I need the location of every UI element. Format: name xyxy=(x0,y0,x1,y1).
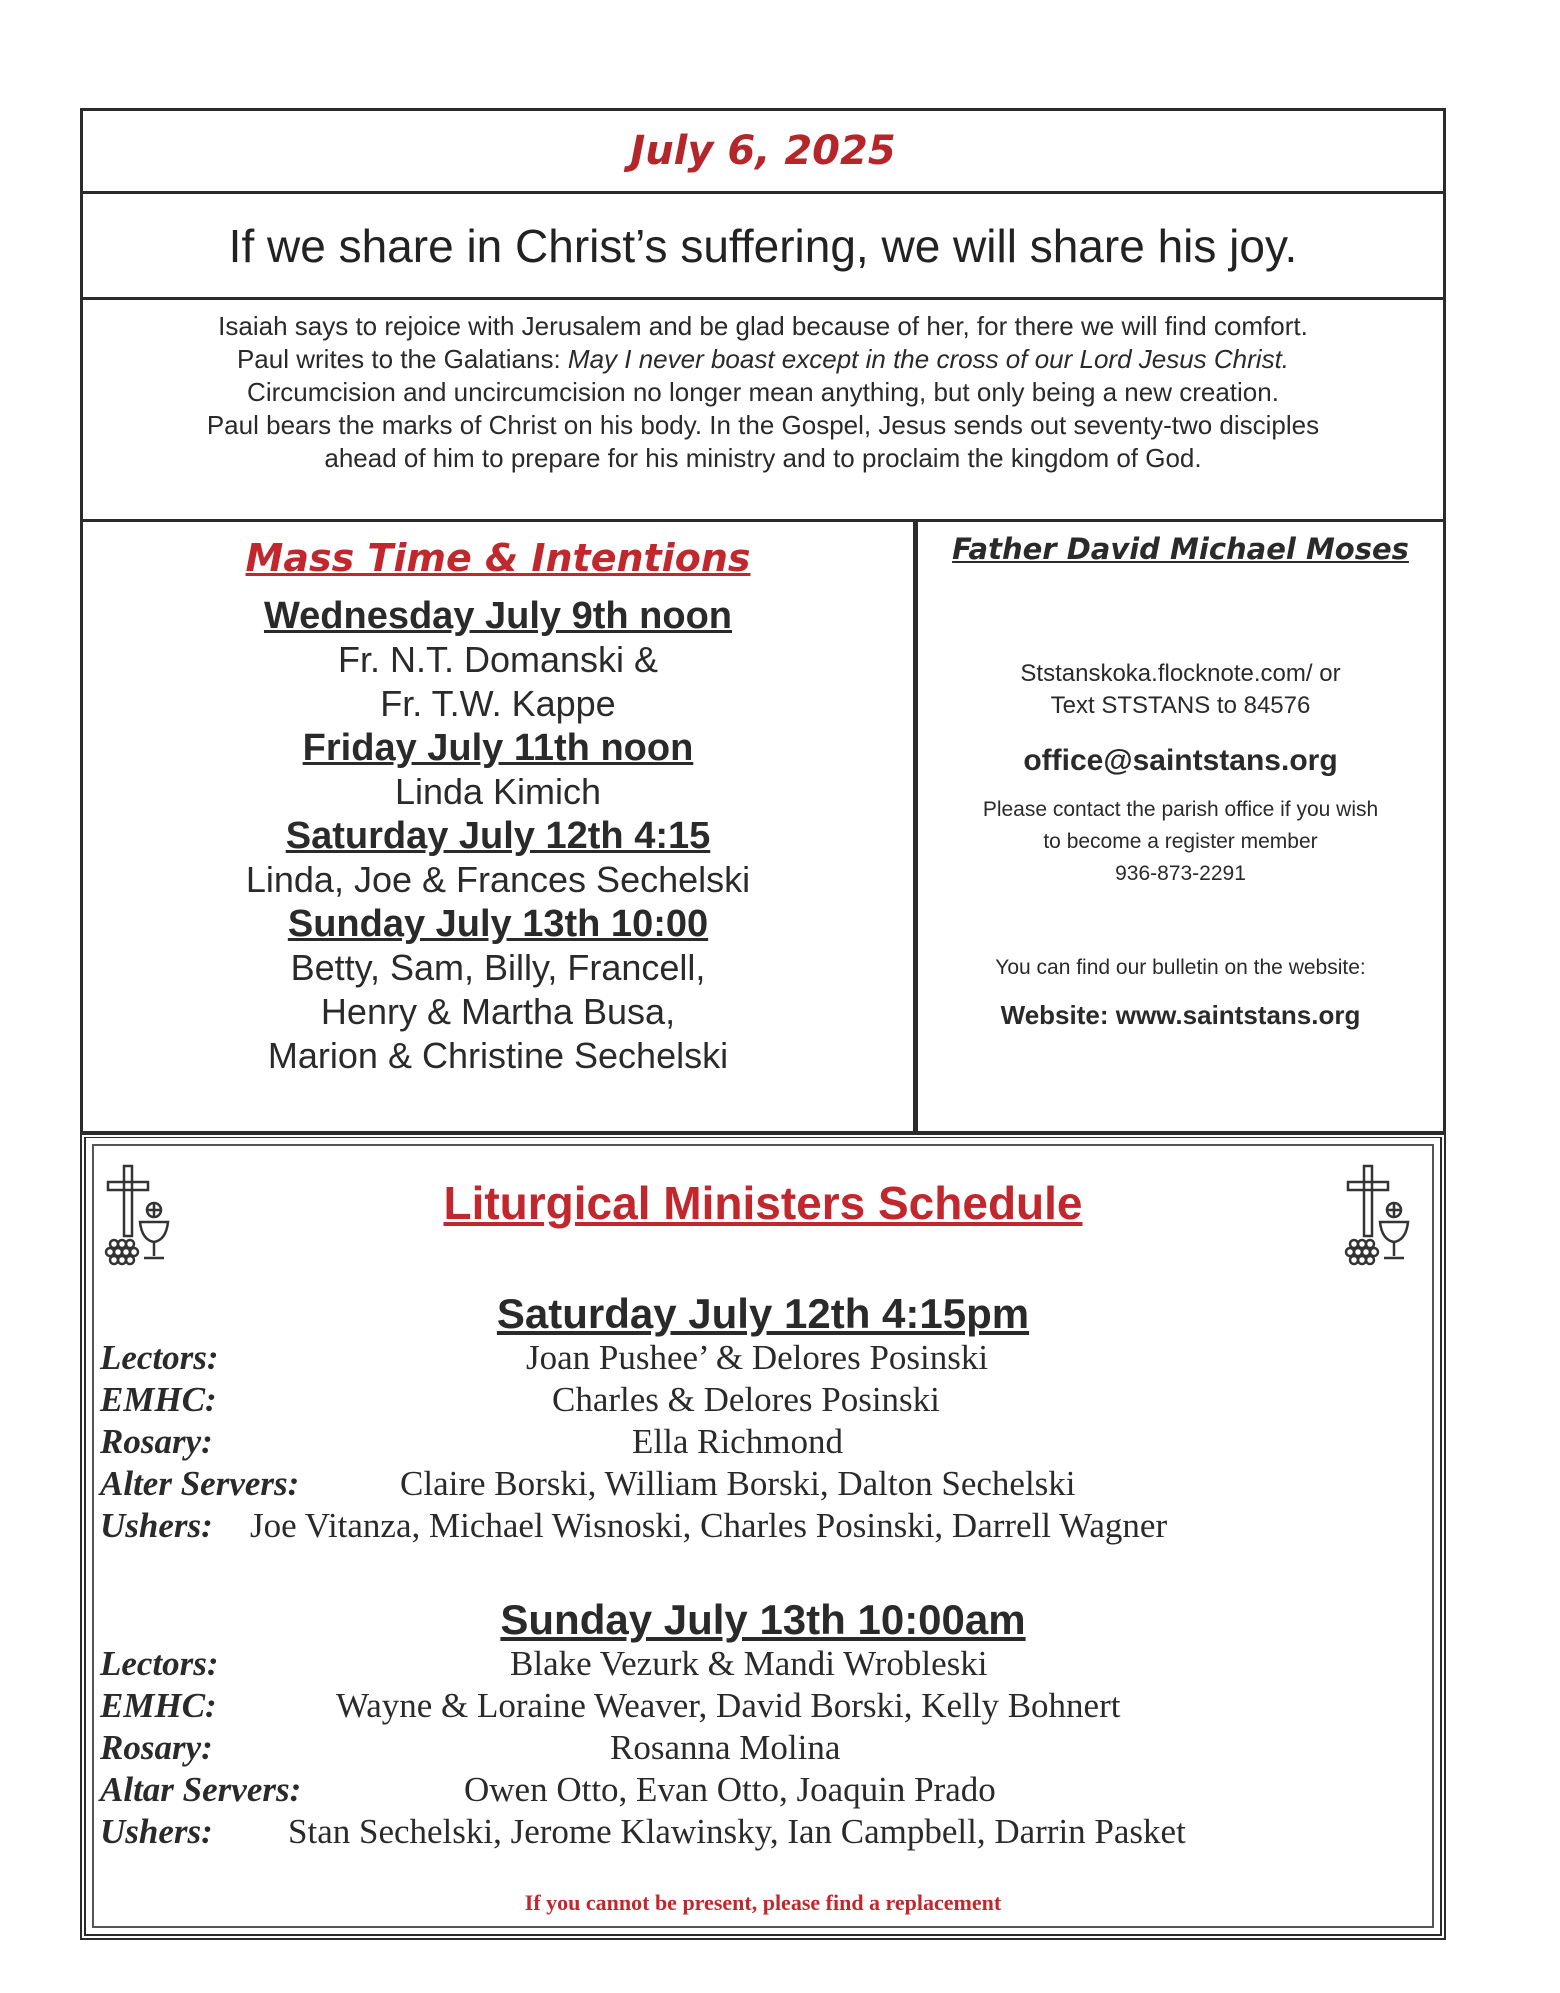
schedule-row xyxy=(100,1338,1426,1380)
info-row xyxy=(80,522,1446,1134)
mass-day-heading: Sunday July 13th 10:00 xyxy=(287,903,709,945)
mass-day-heading: Friday July 11th noon xyxy=(302,727,694,769)
mass-intention: Linda Kimich xyxy=(394,771,602,812)
role-label: Ushers: xyxy=(100,1812,213,1851)
replacement-note: If you cannot be present, please find a replacement xyxy=(524,1890,1002,1915)
readings-summary xyxy=(80,300,1446,522)
schedule-row xyxy=(100,1812,1426,1854)
summary-line xyxy=(83,343,1443,376)
bulletin-date: July 6, 2025 xyxy=(630,128,896,174)
role-label: Ushers: xyxy=(100,1506,213,1545)
saturday-heading: Saturday July 12th 4:15pm xyxy=(496,1290,1030,1337)
mass-day-heading: Wednesday July 9th noon xyxy=(263,595,733,637)
role-names: Claire Borski, William Borski, Dalton Sechelski xyxy=(400,1464,1076,1503)
mass-intention: Marion & Christine Sechelski xyxy=(267,1035,729,1076)
summary-quote: May I never boast except in the cross of our Lord Jesus Christ. xyxy=(567,344,1290,374)
contact-panel xyxy=(913,522,1446,1134)
sunday-heading: Sunday July 13th 10:00am xyxy=(500,1596,1026,1643)
role-label: Lectors: xyxy=(100,1338,219,1377)
schedule-row xyxy=(100,1380,1426,1422)
pastor-name: Father David Michael Moses xyxy=(952,532,1409,566)
mass-intention: Linda, Joe & Frances Sechelski xyxy=(245,859,751,900)
mass-intentions-panel xyxy=(80,522,913,1134)
bulletin-note: You can find our bulletin on the website: xyxy=(995,956,1366,979)
mass-intention: Fr. T.W. Kappe xyxy=(380,683,616,724)
role-names: Charles & Delores Posinski xyxy=(552,1380,940,1419)
contact-note: to become a register member xyxy=(1043,830,1318,853)
role-label: Alter Servers: xyxy=(100,1464,300,1503)
role-names: Rosanna Molina xyxy=(610,1728,841,1767)
theme-banner xyxy=(80,194,1446,300)
schedule-title: Liturgical Ministers Schedule xyxy=(443,1177,1083,1229)
summary-line: ahead of him to prepare for his ministry and to proclaim the kingdom of God. xyxy=(324,443,1202,473)
mass-intention: Henry & Martha Busa, xyxy=(320,991,676,1032)
role-names: Joe Vitanza, Michael Wisnoski, Charles Posinski, Darrell Wagner xyxy=(250,1506,1168,1545)
role-names: Joan Pushee’ & Delores Posinski xyxy=(526,1338,989,1377)
bulletin-page xyxy=(80,108,1446,1940)
office-phone: 936-873-2291 xyxy=(1115,862,1246,885)
mass-intention: Fr. N.T. Domanski & xyxy=(337,639,659,680)
mass-title: Mass Time & Intentions xyxy=(245,536,751,580)
theme-text: If we share in Christ’s suffering, we will share his joy. xyxy=(228,219,1298,272)
role-label: Lectors: xyxy=(100,1644,219,1683)
contact-note: Please contact the parish office if you wish xyxy=(982,798,1379,821)
role-names: Owen Otto, Evan Otto, Joaquin Prado xyxy=(464,1770,996,1809)
role-label: Rosary: xyxy=(100,1422,213,1461)
schedule-row xyxy=(100,1422,1426,1464)
ministers-schedule xyxy=(80,1134,1446,1940)
mass-intention: Betty, Sam, Billy, Francell, xyxy=(290,947,706,988)
role-label: EMHC: xyxy=(100,1380,217,1419)
schedule-row xyxy=(100,1644,1426,1686)
role-names: Ella Richmond xyxy=(632,1422,843,1461)
date-header xyxy=(80,108,1446,194)
mass-day-heading: Saturday July 12th 4:15 xyxy=(285,815,711,857)
role-names: Wayne & Loraine Weaver, David Borski, Kelly Bohnert xyxy=(336,1686,1121,1725)
schedule-row xyxy=(100,1770,1426,1812)
schedule-row xyxy=(100,1464,1426,1506)
summary-line: Circumcision and uncircumcision no longer mean anything, but only being a new creation. xyxy=(247,377,1279,407)
summary-lead: Paul writes to the Galatians: xyxy=(236,344,568,374)
summary-line: Isaiah says to rejoice with Jerusalem and be glad because of her, for there we will find comfort. xyxy=(218,311,1308,341)
schedule-row xyxy=(100,1506,1426,1548)
schedule-row xyxy=(100,1686,1426,1728)
text-signup: Text STSTANS to 84576 xyxy=(1050,692,1311,719)
schedule-row xyxy=(100,1728,1426,1770)
role-names: Blake Vezurk & Mandi Wrobleski xyxy=(510,1644,988,1683)
role-label: Altar Servers: xyxy=(100,1770,302,1809)
flocknote-link[interactable]: Ststanskoka.flocknote.com/ or xyxy=(1020,660,1341,687)
summary-line: Paul bears the marks of Christ on his body. In the Gospel, Jesus sends out seventy-two disciples xyxy=(206,410,1320,440)
role-label: Rosary: xyxy=(100,1728,213,1767)
role-names: Stan Sechelski, Jerome Klawinsky, Ian Campbell, Darrin Pasket xyxy=(288,1812,1186,1851)
role-label: EMHC: xyxy=(100,1686,217,1725)
website-link[interactable]: Website: www.saintstans.org xyxy=(1000,1000,1361,1030)
office-email[interactable]: office@saintstans.org xyxy=(1023,744,1338,777)
